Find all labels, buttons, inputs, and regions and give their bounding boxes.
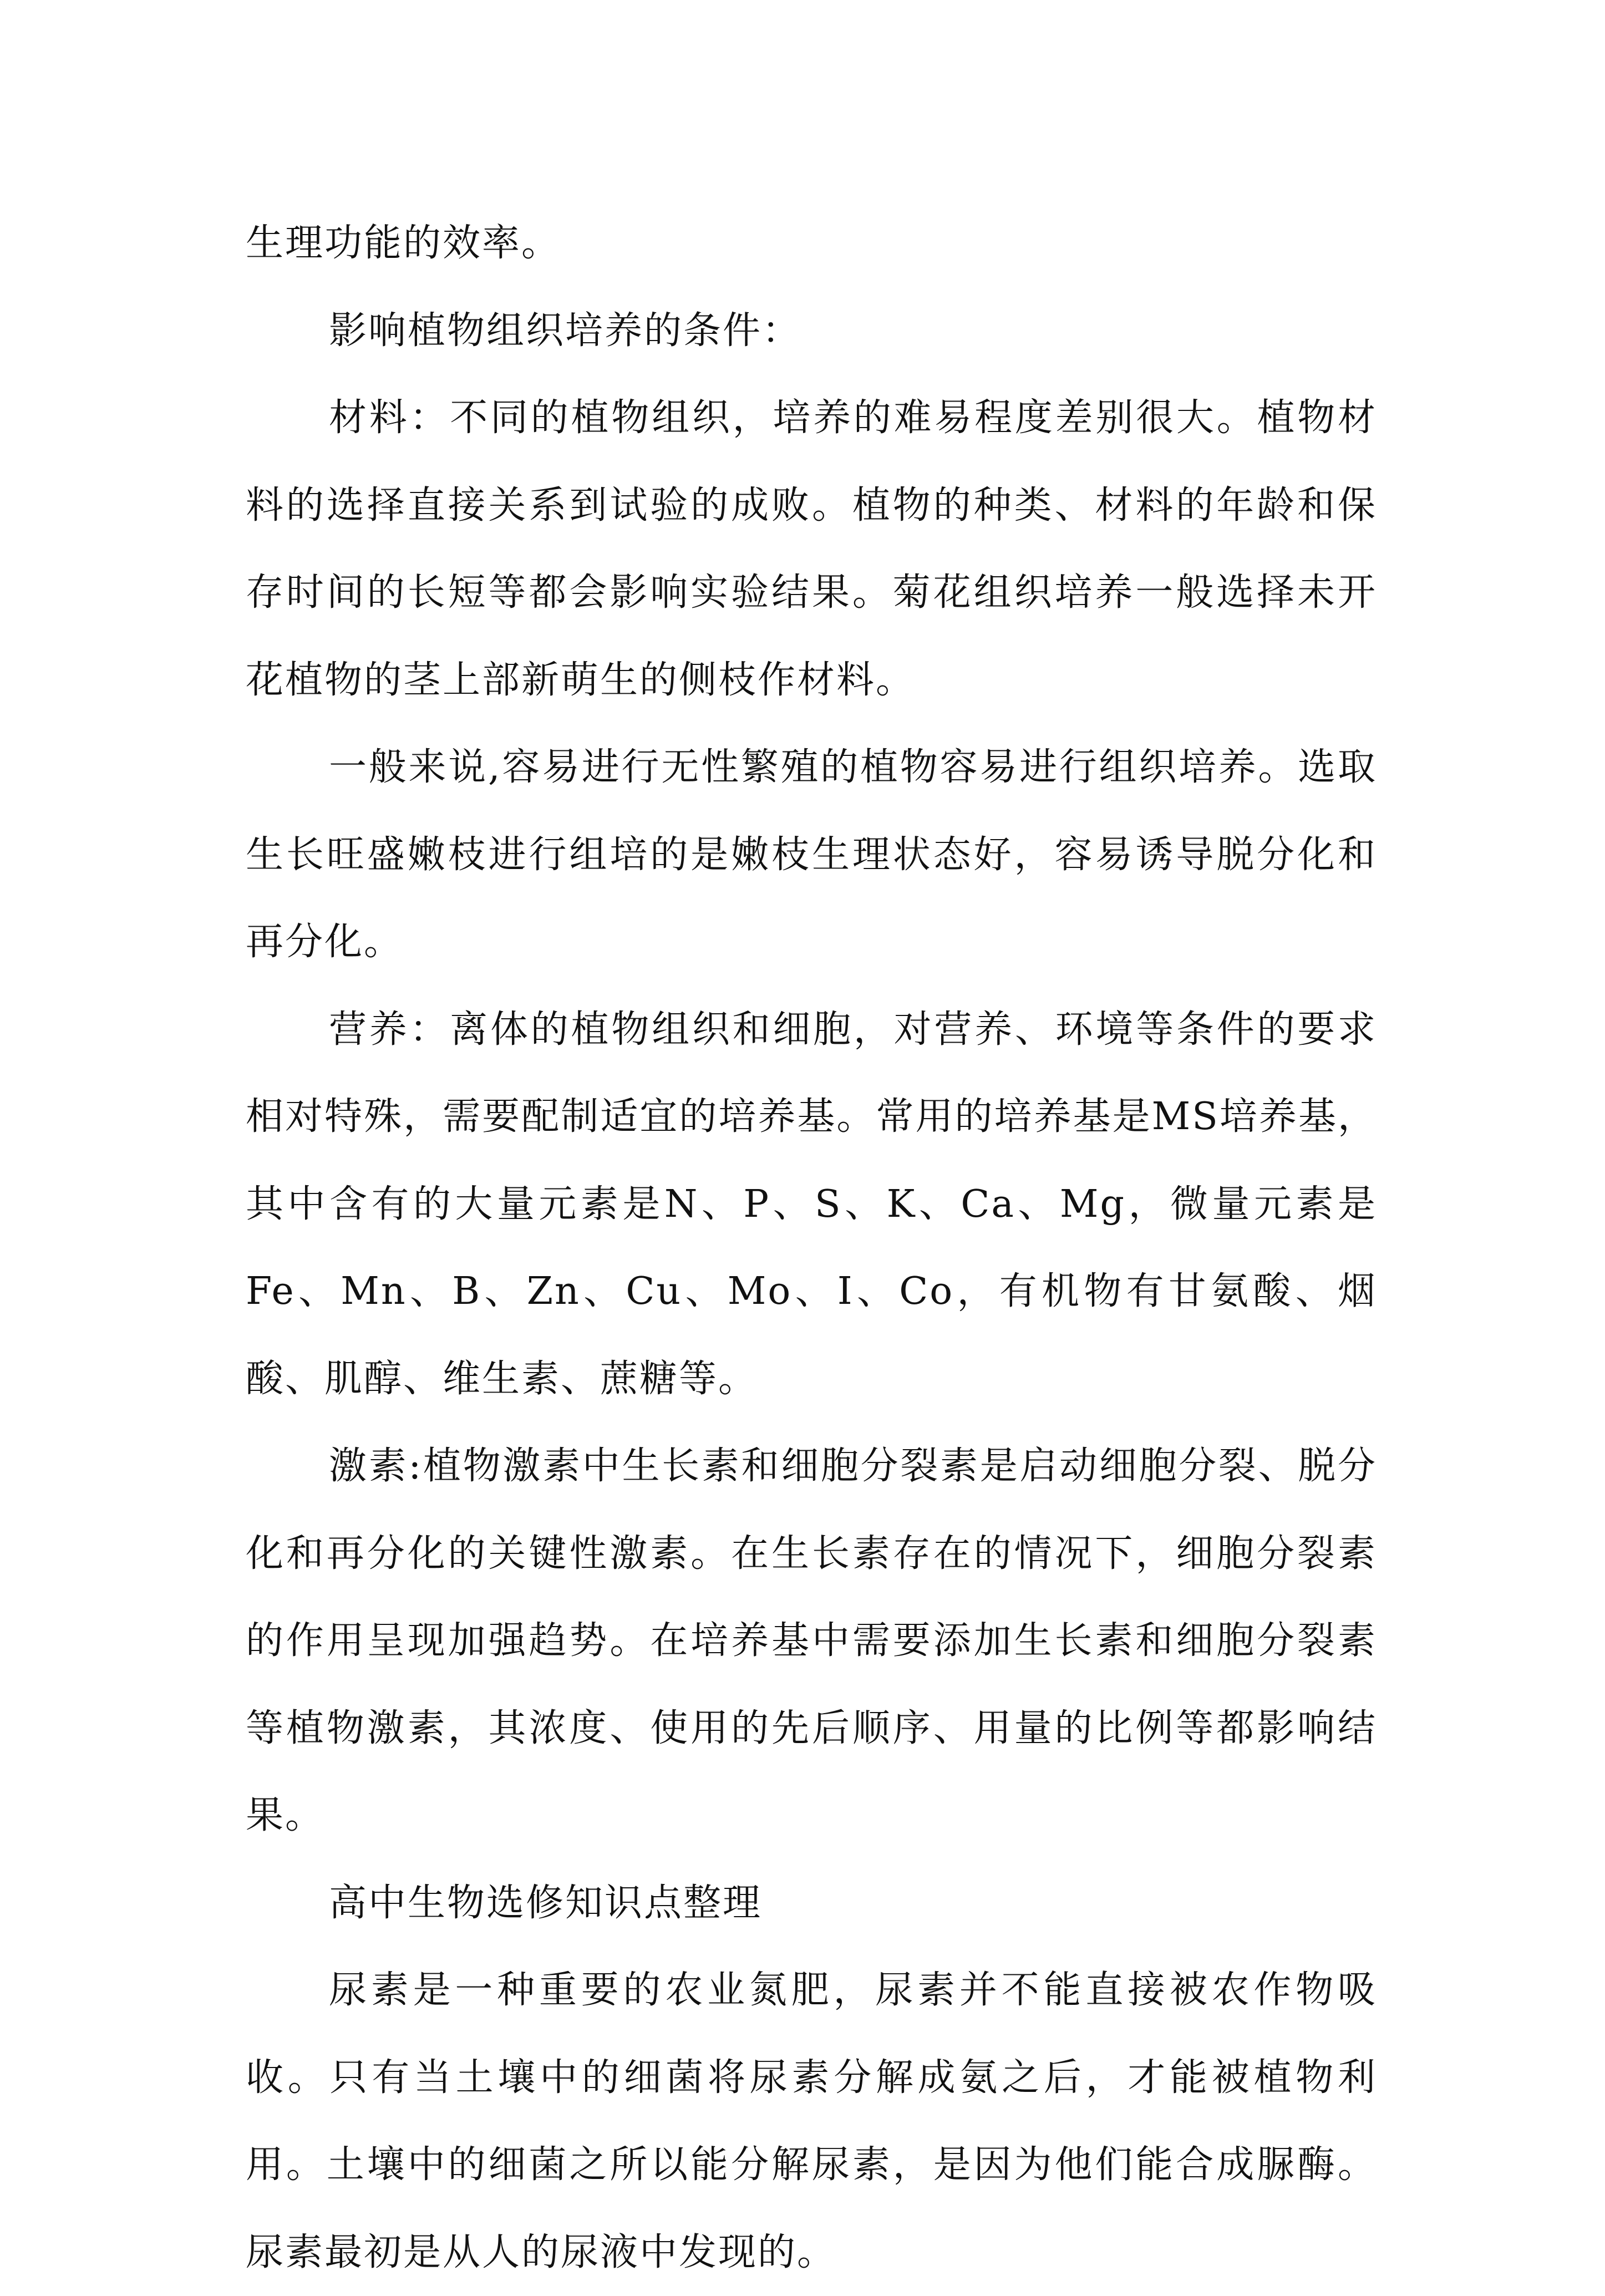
paragraph-urea: 尿素是一种重要的农业氮肥，尿素并不能直接被农作物吸收。只有当土壤中的细菌将尿素分解成氨之后，才能被植物利用。土壤中的细菌之所以能分解尿素，是因为他们能合成脲酶。尿素最初是从人的尿液中发现的。 (246, 1968, 1377, 2274)
paragraph-continuation: 生理功能的效率。 (246, 221, 561, 265)
document-body (246, 200, 1377, 2296)
paragraph-asexual-reproduction: 一般来说,容易进行无性繁殖的植物容易进行组织培养。选取生长旺盛嫩枝进行组培的是嫩枝生理状态好，容易诱导脱分化和再分化。 (246, 745, 1377, 964)
paragraph-conditions-heading: 影响植物组织培养的条件： (329, 308, 802, 353)
paragraph-hormones: 激素:植物激素中生长素和细胞分裂素是启动细胞分裂、脱分化和再分化的关键性激素。在生长素存在的情况下，细胞分裂素的作用呈现加强趋势。在培养基中需要添加生长素和细胞分裂素等植物激素，其浓度、使用的先后顺序、用量的比例等都影响结果。 (246, 1444, 1377, 1837)
section-heading: 高中生物选修知识点整理 (329, 1881, 763, 1925)
paragraph-nutrition: 营养：离体的植物组织和细胞，对营养、环境等条件的要求相对特殊，需要配制适宜的培养基。常用的培养基是MS培养基，其中含有的大量元素是N、P、S、K、Ca、Mg，微量元素是Fe、Mn、B、Zn、Cu、Mo、I、Co，有机物有甘氨酸、烟酸、肌醇、维生素、蔗糖等。 (246, 1007, 1377, 1401)
paragraph-materials: 材料：不同的植物组织，培养的难易程度差别很大。植物材料的选择直接关系到试验的成败。植物的种类、材料的年龄和保存时间的长短等都会影响实验结果。菊花组织培养一般选择未开花植物的茎上部新萌生的侧枝作材料。 (246, 396, 1377, 702)
